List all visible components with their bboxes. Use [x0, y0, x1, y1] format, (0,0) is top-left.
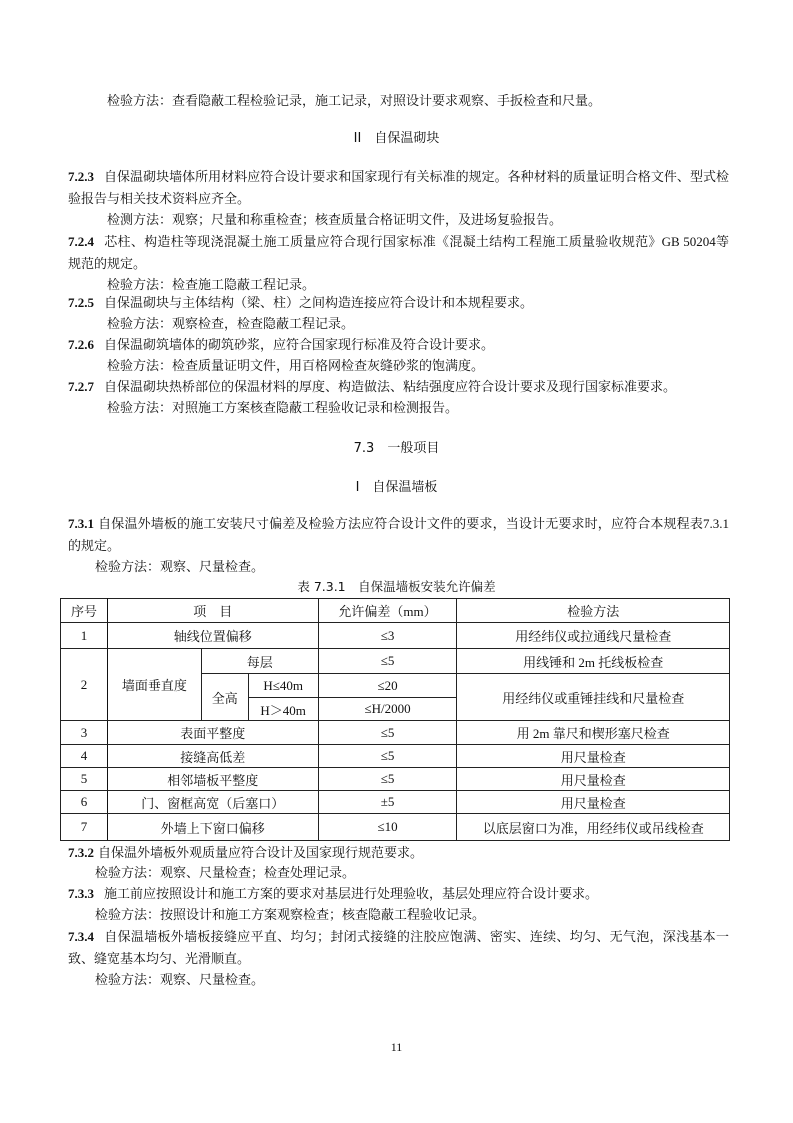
- clause-7-3-2: [68, 842, 729, 864]
- clause-text: 芯柱、构造柱等现浇混凝土施工质量应符合现行国家标准《混凝土结构工程施工质量验收规范》GB 50204等规范的规定。: [68, 234, 729, 271]
- clause-number: 7.3.2: [68, 845, 94, 860]
- inspection-method: 检验方法：观察检查，检查隐蔽工程记录。: [107, 316, 355, 331]
- cell: 用尺量检查: [457, 791, 730, 814]
- cell: 门、窗框高宽（后塞口）: [107, 791, 318, 814]
- clause-text: 自保温砌块与主体结构（梁、柱）之间构造连接应符合设计和本规程要求。: [104, 295, 534, 310]
- cell: H＞40m: [248, 698, 318, 721]
- cell: ≤H/2000: [318, 698, 457, 721]
- cell: 用经纬仪或拉通线尺量检查: [457, 623, 730, 649]
- section-heading: II 自保温砌块: [353, 131, 440, 146]
- cell: 全高: [201, 674, 248, 721]
- cell: 4: [61, 745, 108, 768]
- table-header-row: [61, 599, 730, 623]
- clause-number: 7.2.7: [68, 379, 94, 394]
- cell: 6: [61, 791, 108, 814]
- cell: 7: [61, 814, 108, 841]
- inspection-method: 检测方法：观察；尺量和称重检查；核查质量合格证明文件，及进场复验报告。: [107, 212, 563, 227]
- clause-text: 自保温外墙板的施工安装尺寸偏差及检验方法应符合设计文件的要求，当设计无要求时，应符合本规程表7.3.1 的规定。: [68, 516, 729, 553]
- clause-text: 自保温砌筑墙体的砌筑砂浆，应符合国家现行标准及符合设计要求。: [104, 337, 495, 352]
- clause-7-2-3: [68, 166, 729, 209]
- cell: 轴线位置偏移: [107, 623, 318, 649]
- cell: 以底层窗口为准，用经纬仪或吊线检查: [457, 814, 730, 841]
- clause-text: 自保温砌块墙体所用材料应符合设计要求和国家现行有关标准的规定。各种材料的质量证明合格文件、型式检验报告与相关技术资料应齐全。: [68, 169, 729, 206]
- inspection-method: 检验方法：观察、尺量检查。: [95, 972, 265, 987]
- cell: 接缝高低差: [107, 745, 318, 768]
- cell: 用尺量检查: [457, 768, 730, 791]
- cell: 墙面垂直度: [107, 649, 201, 721]
- cell: ≤5: [318, 649, 457, 674]
- inspection-method: 检验方法：检查施工隐蔽工程记录。: [107, 277, 316, 292]
- clause-number: 7.2.4: [68, 234, 94, 249]
- clause-number: 7.2.6: [68, 337, 94, 352]
- cell: ≤3: [318, 623, 457, 649]
- header-cell: 检验方法: [457, 599, 730, 623]
- inspection-method: 检验方法：按照设计和施工方案观察检查；核查隐蔽工程验收记录。: [95, 907, 486, 922]
- cell: 外墙上下窗口偏移: [107, 814, 318, 841]
- cell: ≤5: [318, 721, 457, 745]
- clause-7-2-5: [68, 292, 729, 314]
- cell: 3: [61, 721, 108, 745]
- clause-text: 施工前应按照设计和施工方案的要求对基层进行处理验收，基层处理应符合设计要求。: [104, 886, 599, 901]
- clause-7-3-4: [68, 926, 729, 969]
- cell: 用 2m 靠尺和楔形塞尺检查: [457, 721, 730, 745]
- cell: 5: [61, 768, 108, 791]
- table-row: [61, 623, 730, 649]
- inspection-method: 检验方法：检查质量证明文件，用百格网检查灰缝砂浆的饱满度。: [107, 358, 485, 373]
- header-cell: 序号: [61, 599, 108, 623]
- section-heading: I 自保温墙板: [355, 480, 438, 495]
- header-cell: 项 目: [107, 599, 318, 623]
- cell: ≤5: [318, 745, 457, 768]
- cell: H≤40m: [248, 674, 318, 698]
- clause-text: 自保温墙板外墙板接缝应平直、均匀；封闭式接缝的注胶应饱满、密实、连续、均匀、无气泡，深浅基本一致、缝宽基本均匀、光滑顺直。: [68, 929, 729, 966]
- cell: 相邻墙板平整度: [107, 768, 318, 791]
- inspection-method: 检验方法：观察、尺量检查。: [95, 559, 265, 574]
- clause-7-2-7: [68, 376, 729, 398]
- tolerance-table: [60, 598, 730, 841]
- section-heading: 7.3 一般项目: [353, 441, 440, 456]
- clause-number: 7.3.1: [68, 516, 94, 531]
- cell: ±5: [318, 791, 457, 814]
- cell: 2: [61, 649, 108, 721]
- cell: ≤10: [318, 814, 457, 841]
- clause-7-2-6: [68, 334, 729, 356]
- clause-7-3-3: [68, 883, 729, 905]
- table-row: [61, 649, 730, 674]
- inspection-method: 检验方法：查看隐蔽工程检验记录，施工记录，对照设计要求观察、手扳检查和尺量。: [107, 93, 602, 108]
- cell: ≤20: [318, 674, 457, 698]
- table-row: [61, 721, 730, 745]
- clause-number: 7.3.4: [68, 929, 94, 944]
- inspection-method: 检验方法：观察、尺量检查；检查处理记录。: [95, 865, 356, 880]
- table-row: [61, 745, 730, 768]
- clause-text: 自保温砌块热桥部位的保温材料的厚度、构造做法、粘结强度应符合设计要求及现行国家标准要求。: [104, 379, 677, 394]
- clause-number: 7.2.3: [68, 169, 94, 184]
- table-caption: 表 7.3.1 自保温墙板安装允许偏差: [297, 579, 496, 594]
- cell: 用经纬仪或重锤挂线和尺量检查: [457, 674, 730, 721]
- cell: 1: [61, 623, 108, 649]
- table-row: [61, 814, 730, 841]
- clause-number: 7.2.5: [68, 295, 94, 310]
- page-number: 11: [390, 1040, 403, 1054]
- cell: 用尺量检查: [457, 745, 730, 768]
- table-row: [61, 768, 730, 791]
- cell: 用线锤和 2m 托线板检查: [457, 649, 730, 674]
- header-cell: 允许偏差（mm）: [318, 599, 457, 623]
- clause-7-3-1: [68, 513, 729, 556]
- inspection-method: 检验方法：对照施工方案核查隐蔽工程验收记录和检测报告。: [107, 400, 459, 415]
- table-row: [61, 791, 730, 814]
- cell: 每层: [201, 649, 318, 674]
- clause-text: 自保温外墙板外观质量应符合设计及国家现行规范要求。: [98, 845, 424, 860]
- clause-number: 7.3.3: [68, 886, 94, 901]
- clause-7-2-4: [68, 231, 729, 274]
- cell: 表面平整度: [107, 721, 318, 745]
- cell: ≤5: [318, 768, 457, 791]
